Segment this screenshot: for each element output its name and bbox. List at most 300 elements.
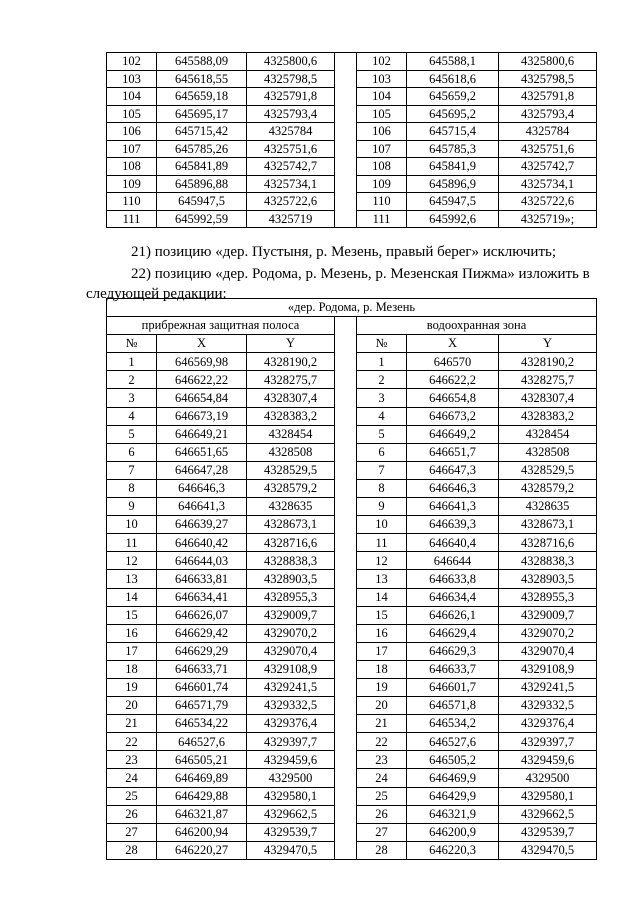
column-gap (335, 642, 357, 660)
column-gap (335, 606, 357, 624)
cell-coord-y: 4325784 (499, 123, 597, 141)
column-gap (335, 371, 357, 389)
cell-coord-y: 4328955,3 (499, 588, 597, 606)
cell-coord-y: 4329241,5 (247, 678, 335, 696)
cell-point-number: 9 (357, 498, 407, 516)
cell-coord-y: 4328508 (499, 443, 597, 461)
cell-coord-x: 646649,2 (407, 425, 499, 443)
cell-point-number: 22 (357, 733, 407, 751)
cell-point-number: 11 (107, 534, 157, 552)
cell-point-number: 12 (357, 552, 407, 570)
table-row (107, 841, 597, 859)
cell-coord-y: 4325719 (247, 210, 335, 228)
cell-coord-y: 4328635 (247, 498, 335, 516)
cell-coord-y: 4328307,4 (499, 389, 597, 407)
cell-point-number: 11 (357, 534, 407, 552)
column-gap (335, 88, 357, 106)
cell-point-number: 13 (107, 570, 157, 588)
cell-coord-y: 4329662,5 (499, 805, 597, 823)
cell-coord-y: 4329009,7 (499, 606, 597, 624)
cell-point-number: 4 (357, 407, 407, 425)
cell-point-number: 22 (107, 733, 157, 751)
cell-point-number: 28 (357, 841, 407, 859)
cell-coord-x: 645841,9 (407, 158, 499, 176)
cell-point-number: 5 (107, 425, 157, 443)
column-gap (335, 389, 357, 407)
cell-coord-x: 646629,4 (407, 624, 499, 642)
cell-coord-x: 646644 (407, 552, 499, 570)
table-row (107, 123, 597, 141)
cell-coord-y: 4328635 (499, 498, 597, 516)
cell-point-number: 111 (107, 210, 157, 228)
table-row (107, 697, 597, 715)
cell-point-number: 16 (357, 624, 407, 642)
table-row (107, 516, 597, 534)
cell-coord-x: 645588,09 (157, 53, 247, 71)
column-gap (335, 678, 357, 696)
table-row (107, 53, 597, 71)
cell-point-number: 4 (107, 407, 157, 425)
cell-coord-x: 645695,2 (407, 105, 499, 123)
cell-point-number: 106 (107, 123, 157, 141)
cell-coord-y: 4329470,5 (247, 841, 335, 859)
cell-coord-x: 646641,3 (157, 498, 247, 516)
cell-point-number: 27 (357, 823, 407, 841)
cell-point-number: 14 (107, 588, 157, 606)
table-row (107, 534, 597, 552)
column-gap (335, 823, 357, 841)
cell-coord-y: 4328307,4 (247, 389, 335, 407)
cell-coord-y: 4329539,7 (247, 823, 335, 841)
cell-point-number: 108 (107, 158, 157, 176)
cell-coord-y: 4328275,7 (499, 371, 597, 389)
column-gap (335, 317, 357, 353)
cell-coord-x: 646640,42 (157, 534, 247, 552)
cell-coord-y: 4325793,4 (247, 105, 335, 123)
cell-coord-x: 645588,1 (407, 53, 499, 71)
column-gap (335, 70, 357, 88)
cell-point-number: 110 (357, 193, 407, 211)
cell-coord-x: 646505,2 (407, 751, 499, 769)
cell-coord-x: 646469,9 (407, 769, 499, 787)
cell-coord-y: 4329376,4 (247, 715, 335, 733)
table-row (107, 823, 597, 841)
table-row (107, 407, 597, 425)
cell-coord-x: 646644,03 (157, 552, 247, 570)
table-row (107, 461, 597, 479)
column-gap (335, 193, 357, 211)
cell-coord-y: 4328673,1 (499, 516, 597, 534)
cell-coord-x: 646200,9 (407, 823, 499, 841)
cell-coord-x: 646527,6 (407, 733, 499, 751)
cell-point-number: 104 (357, 88, 407, 106)
cell-coord-x: 645947,5 (407, 193, 499, 211)
column-gap (335, 498, 357, 516)
table-row (107, 660, 597, 678)
cell-coord-y: 4325722,6 (499, 193, 597, 211)
cell-point-number: 26 (107, 805, 157, 823)
cell-coord-x: 646220,27 (157, 841, 247, 859)
cell-point-number: 111 (357, 210, 407, 228)
cell-point-number: 102 (107, 53, 157, 71)
cell-coord-y: 4329332,5 (499, 697, 597, 715)
cell-point-number: 18 (107, 660, 157, 678)
cell-coord-y: 4325751,6 (247, 140, 335, 158)
column-gap (335, 353, 357, 371)
cell-coord-x: 645992,6 (407, 210, 499, 228)
cell-coord-x: 646571,79 (157, 697, 247, 715)
column-gap (335, 715, 357, 733)
cell-coord-y: 4329108,9 (499, 660, 597, 678)
table-row (107, 193, 597, 211)
cell-point-number: 21 (357, 715, 407, 733)
table-row (107, 425, 597, 443)
coordinates-table-continued (106, 52, 597, 228)
cell-point-number: 2 (357, 371, 407, 389)
cell-point-number: 110 (107, 193, 157, 211)
cell-point-number: 3 (107, 389, 157, 407)
cell-point-number: 103 (357, 70, 407, 88)
cell-coord-y: 4329470,5 (499, 841, 597, 859)
cell-coord-y: 4325793,4 (499, 105, 597, 123)
cell-coord-x: 646673,2 (407, 407, 499, 425)
cell-coord-x: 646622,2 (407, 371, 499, 389)
cell-coord-y: 4325722,6 (247, 193, 335, 211)
cell-point-number: 109 (107, 175, 157, 193)
table-row (107, 175, 597, 193)
column-gap (335, 461, 357, 479)
cell-coord-y: 4329500 (499, 769, 597, 787)
cell-coord-x: 646633,8 (407, 570, 499, 588)
cell-point-number: 27 (107, 823, 157, 841)
cell-coord-y: 4325734,1 (247, 175, 335, 193)
column-gap (335, 516, 357, 534)
cell-coord-x: 645896,88 (157, 175, 247, 193)
column-gap (335, 624, 357, 642)
column-gap (335, 210, 357, 228)
cell-coord-y: 4329332,5 (247, 697, 335, 715)
coastal-zone-header: прибрежная защитная полоса (107, 317, 335, 335)
cell-point-number: 23 (107, 751, 157, 769)
cell-coord-x: 646626,07 (157, 606, 247, 624)
table-row (107, 606, 597, 624)
cell-coord-y: 4328838,3 (499, 552, 597, 570)
table-row (107, 588, 597, 606)
cell-coord-y: 4329459,6 (499, 751, 597, 769)
cell-coord-y: 4328508 (247, 443, 335, 461)
cell-coord-y: 4328383,2 (499, 407, 597, 425)
paragraph-22: 22) позицию «дер. Родома, р. Мезень, р. Мезенская Пижма» изложить в следующей редакции: (86, 266, 590, 302)
table-row (107, 552, 597, 570)
column-gap (335, 570, 357, 588)
cell-coord-x: 646626,1 (407, 606, 499, 624)
table-row (107, 642, 597, 660)
water-protection-zone-header: водоохранная зона (357, 317, 597, 335)
cell-point-number: 5 (357, 425, 407, 443)
cell-point-number: 102 (357, 53, 407, 71)
cell-coord-y: 4328275,7 (247, 371, 335, 389)
cell-coord-x: 646622,22 (157, 371, 247, 389)
cell-point-number: 7 (107, 461, 157, 479)
cell-point-number: 25 (107, 787, 157, 805)
cell-coord-y: 4329500 (247, 769, 335, 787)
column-gap (335, 841, 357, 859)
cell-point-number: 19 (107, 678, 157, 696)
cell-coord-x: 646633,7 (407, 660, 499, 678)
cell-coord-x: 646639,3 (407, 516, 499, 534)
cell-coord-y: 4325791,8 (247, 88, 335, 106)
cell-coord-x: 646469,89 (157, 769, 247, 787)
cell-coord-y: 4329580,1 (499, 787, 597, 805)
cell-coord-x: 646647,3 (407, 461, 499, 479)
table-row (107, 105, 597, 123)
cell-coord-y: 4329070,4 (247, 642, 335, 660)
cell-coord-x: 646633,71 (157, 660, 247, 678)
cell-point-number: 20 (357, 697, 407, 715)
cell-coord-x: 646649,21 (157, 425, 247, 443)
table-row (107, 678, 597, 696)
cell-point-number: 26 (357, 805, 407, 823)
cell-point-number: 24 (107, 769, 157, 787)
cell-point-number: 17 (357, 642, 407, 660)
cell-point-number: 8 (357, 479, 407, 497)
cell-coord-y: 4325751,6 (499, 140, 597, 158)
cell-coord-y: 4329397,7 (499, 733, 597, 751)
cell-coord-x: 645695,17 (157, 105, 247, 123)
cell-coord-x: 646646,3 (157, 479, 247, 497)
column-gap (335, 123, 357, 141)
table-row (107, 443, 597, 461)
cell-point-number: 105 (357, 105, 407, 123)
cell-point-number: 108 (357, 158, 407, 176)
cell-coord-x: 646534,22 (157, 715, 247, 733)
cell-point-number: 103 (107, 70, 157, 88)
cell-point-number: 15 (107, 606, 157, 624)
column-gap (335, 733, 357, 751)
paragraph-21: 21) позицию «дер. Пустыня, р. Мезень, правый берег» исключить; (131, 244, 557, 260)
cell-coord-y: 4325784 (247, 123, 335, 141)
table-row (107, 88, 597, 106)
column-gap (335, 769, 357, 787)
cell-point-number: 18 (357, 660, 407, 678)
cell-coord-y: 4328903,5 (499, 570, 597, 588)
column-gap (335, 805, 357, 823)
cell-coord-x: 645896,9 (407, 175, 499, 193)
cell-coord-y: 4325791,8 (499, 88, 597, 106)
cell-coord-x: 646646,3 (407, 479, 499, 497)
cell-coord-x: 646673,19 (157, 407, 247, 425)
table-row (107, 389, 597, 407)
cell-point-number: 12 (107, 552, 157, 570)
cell-coord-x: 646633,81 (157, 570, 247, 588)
cell-point-number: 23 (357, 751, 407, 769)
cell-point-number: 19 (357, 678, 407, 696)
column-gap (335, 175, 357, 193)
column-gap (335, 660, 357, 678)
cell-point-number: 21 (107, 715, 157, 733)
cell-coord-x: 646647,28 (157, 461, 247, 479)
column-gap (335, 751, 357, 769)
column-gap (335, 588, 357, 606)
table-row (107, 498, 597, 516)
cell-point-number: 109 (357, 175, 407, 193)
cell-coord-x: 646651,65 (157, 443, 247, 461)
cell-point-number: 15 (357, 606, 407, 624)
column-gap (335, 140, 357, 158)
cell-point-number: 6 (357, 443, 407, 461)
column-gap (335, 479, 357, 497)
cell-point-number: 8 (107, 479, 157, 497)
table-row (107, 805, 597, 823)
cell-point-number: 13 (357, 570, 407, 588)
cell-coord-y: 4328383,2 (247, 407, 335, 425)
cell-coord-x: 646534,2 (407, 715, 499, 733)
cell-coord-y: 4325734,1 (499, 175, 597, 193)
cell-point-number: 17 (107, 642, 157, 660)
cell-coord-y: 4328190,2 (247, 353, 335, 371)
cell-point-number: 14 (357, 588, 407, 606)
cell-point-number: 107 (357, 140, 407, 158)
cell-point-number: 105 (107, 105, 157, 123)
coordinates-table-body (107, 53, 597, 228)
cell-coord-x: 645618,6 (407, 70, 499, 88)
cell-coord-y: 4325742,7 (499, 158, 597, 176)
table-row (107, 353, 597, 371)
cell-point-number: 10 (357, 516, 407, 534)
cell-point-number: 2 (107, 371, 157, 389)
cell-coord-y: 4329009,7 (247, 606, 335, 624)
table-row (107, 479, 597, 497)
cell-coord-x: 646640,4 (407, 534, 499, 552)
cell-coord-y: 4329397,7 (247, 733, 335, 751)
cell-coord-y: 4329070,2 (499, 624, 597, 642)
cell-coord-x: 645715,42 (157, 123, 247, 141)
cell-coord-x: 646601,74 (157, 678, 247, 696)
cell-coord-x: 645785,3 (407, 140, 499, 158)
cell-coord-x: 645715,4 (407, 123, 499, 141)
cell-point-number: 1 (357, 353, 407, 371)
cell-coord-y: 4328579,2 (247, 479, 335, 497)
cell-coord-y: 4329539,7 (499, 823, 597, 841)
cell-coord-x: 646569,98 (157, 353, 247, 371)
col-number-header: № (357, 335, 407, 353)
col-x-header: X (407, 335, 499, 353)
cell-coord-y: 4325719»; (499, 210, 597, 228)
cell-coord-y: 4329070,4 (499, 642, 597, 660)
cell-coord-y: 4328716,6 (247, 534, 335, 552)
cell-point-number: 9 (107, 498, 157, 516)
cell-coord-x: 646654,8 (407, 389, 499, 407)
table-row (107, 140, 597, 158)
column-gap (335, 697, 357, 715)
cell-coord-y: 4328529,5 (247, 461, 335, 479)
cell-coord-x: 646527,6 (157, 733, 247, 751)
cell-coord-x: 645992,59 (157, 210, 247, 228)
table-row (107, 371, 597, 389)
cell-coord-y: 4328454 (247, 425, 335, 443)
table-row (107, 210, 597, 228)
cell-coord-y: 4325798,5 (499, 70, 597, 88)
table-title: «дер. Родома, р. Мезень (107, 299, 597, 317)
col-y-header: Y (247, 335, 335, 353)
cell-point-number: 28 (107, 841, 157, 859)
cell-coord-y: 4329070,2 (247, 624, 335, 642)
cell-coord-x: 646601,7 (407, 678, 499, 696)
cell-coord-x: 646654,84 (157, 389, 247, 407)
cell-coord-x: 646505,21 (157, 751, 247, 769)
cell-coord-x: 646641,3 (407, 498, 499, 516)
cell-coord-x: 645659,18 (157, 88, 247, 106)
cell-coord-y: 4328579,2 (499, 479, 597, 497)
table-row (107, 733, 597, 751)
cell-coord-y: 4329662,5 (247, 805, 335, 823)
table-row (107, 751, 597, 769)
table-row (107, 715, 597, 733)
cell-coord-y: 4329241,5 (499, 678, 597, 696)
cell-coord-x: 646571,8 (407, 697, 499, 715)
cell-coord-y: 4325798,5 (247, 70, 335, 88)
cell-coord-x: 645618,55 (157, 70, 247, 88)
cell-coord-x: 646629,3 (407, 642, 499, 660)
column-gap (335, 552, 357, 570)
cell-coord-x: 646639,27 (157, 516, 247, 534)
cell-coord-y: 4328838,3 (247, 552, 335, 570)
cell-coord-y: 4325742,7 (247, 158, 335, 176)
cell-coord-x: 646570 (407, 353, 499, 371)
cell-point-number: 16 (107, 624, 157, 642)
column-gap (335, 787, 357, 805)
cell-coord-x: 646629,42 (157, 624, 247, 642)
cell-coord-y: 4329376,4 (499, 715, 597, 733)
cell-coord-x: 645785,26 (157, 140, 247, 158)
col-number-header: № (107, 335, 157, 353)
column-gap (335, 158, 357, 176)
cell-coord-y: 4328529,5 (499, 461, 597, 479)
cell-coord-y: 4329580,1 (247, 787, 335, 805)
cell-coord-y: 4328673,1 (247, 516, 335, 534)
column-gap (335, 53, 357, 71)
cell-point-number: 1 (107, 353, 157, 371)
cell-coord-x: 646429,88 (157, 787, 247, 805)
cell-coord-y: 4328716,6 (499, 534, 597, 552)
cell-coord-y: 4328955,3 (247, 588, 335, 606)
cell-point-number: 25 (357, 787, 407, 805)
table-row (107, 769, 597, 787)
cell-coord-x: 645947,5 (157, 193, 247, 211)
cell-coord-x: 646634,4 (407, 588, 499, 606)
cell-coord-x: 646429,9 (407, 787, 499, 805)
table-row (107, 158, 597, 176)
cell-coord-x: 646629,29 (157, 642, 247, 660)
table-row (107, 70, 597, 88)
cell-coord-y: 4325800,6 (247, 53, 335, 71)
column-gap (335, 443, 357, 461)
cell-point-number: 10 (107, 516, 157, 534)
cell-coord-x: 646220,3 (407, 841, 499, 859)
column-gap (335, 105, 357, 123)
col-y-header: Y (499, 335, 597, 353)
cell-point-number: 3 (357, 389, 407, 407)
cell-point-number: 7 (357, 461, 407, 479)
cell-coord-x: 646651,7 (407, 443, 499, 461)
cell-coord-x: 646200,94 (157, 823, 247, 841)
cell-coord-x: 646321,9 (407, 805, 499, 823)
table-row (107, 624, 597, 642)
rodoma-coordinates-table (106, 298, 597, 860)
cell-coord-y: 4328454 (499, 425, 597, 443)
cell-point-number: 6 (107, 443, 157, 461)
cell-coord-y: 4329108,9 (247, 660, 335, 678)
